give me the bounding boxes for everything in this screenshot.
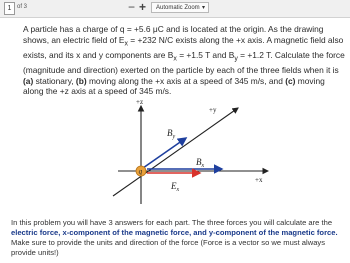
z-axis-label: +z	[136, 98, 144, 106]
pdf-toolbar	[0, 0, 350, 18]
by-label: $B_y$	[167, 128, 176, 140]
zoom-select[interactable]	[151, 2, 209, 13]
x-axis-label: +x	[255, 176, 263, 184]
page-count: of 3	[17, 4, 28, 10]
y-axis-label: +y	[209, 106, 217, 114]
page-number-input[interactable]: 1	[4, 2, 15, 15]
charge-label: q	[138, 167, 143, 176]
field-diagram	[0, 92, 350, 212]
bx-label: $B_x$	[196, 157, 205, 169]
problem-statement: A particle has a charge of q = +5.6 μC and is located at the origin. As the drawing shows, an electric field of $E_x = +232$ N/C exists along the +x axis. A magnetic field also exists, and its x and y components are $B_x = +1.5$ T and $B_y = +1.2$ T. Calculate the force (magnitude and direction) exerted on the particle by each of the three fields when it is (a) stationary, (b) moving along the +x axis at a speed of 345 m/s, and (c) moving along the +z axis at a speed of 345 m/s.	[23, 24, 345, 97]
zoom-select-value: Automatic Zoom	[156, 5, 200, 11]
by-vector-arrow	[143, 138, 186, 168]
instructions-note: In this problem you will have 3 answers for each part. The three forces you will calculate are the electric force, x-component of the magnetic force, and y-component of the magnetic force. Make sure to provide the units and direction of the force (Force is a vector so we must always provide units!)	[11, 218, 338, 257]
ex-label: $E_x$	[171, 181, 180, 193]
zoom-out-button[interactable]: −	[128, 0, 136, 14]
zoom-in-button[interactable]: +	[139, 0, 147, 14]
chevron-down-icon: ▾	[201, 5, 205, 11]
